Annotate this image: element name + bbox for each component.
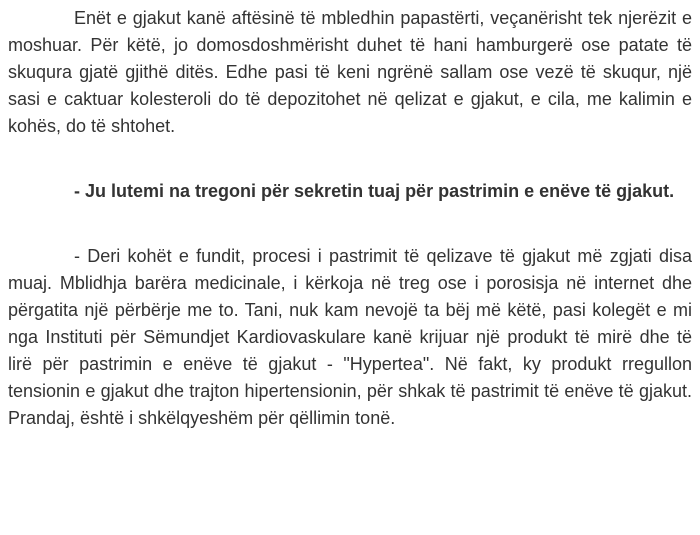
intro-paragraph: Enët e gjakut kanë aftësinë të mbledhin papastërti, veçanërisht tek njerëzit e moshuar. Për këtë, jo domosdoshmërisht duhet të hani hamburgerë ose patate të skuqura gjatë gjithë ditës. Edhe pasi të keni ngrënë sallam ose vezë të skuqur, një sasi e caktuar kolesteroli do të depozitohet në qelizat e gjakut, e cila, me kalimin e kohës, do të shtohet. — [8, 8, 692, 136]
interview-answer: - Deri kohët e fundit, procesi i pastrimit të qelizave të gjakut më zgjati disa muaj. Mblidhja barëra medicinale, i kërkoja në treg ose i porosisja në internet dhe përgatita një përbërje me to. Tani, nuk kam nevojë ta bëj më këtë, pasi kolegët e mi nga Instituti për Sëmundjet Kardiovaskulare kanë krijuar një produkt të mirë dhe të lirë për pastrimin e enëve të gjakut - "Hypertea". Në fakt, ky produkt rregullon tensionin e gjakut dhe trajton hipertensionin, për shkak të pastrimit të enëve të gjakut. Prandaj, është i shkëlqyeshëm për qëllimin tonë. — [8, 246, 692, 428]
interview-question: - Ju lutemi na tregoni për sekretin tuaj për pastrimin e enëve të gjakut. — [74, 181, 675, 201]
